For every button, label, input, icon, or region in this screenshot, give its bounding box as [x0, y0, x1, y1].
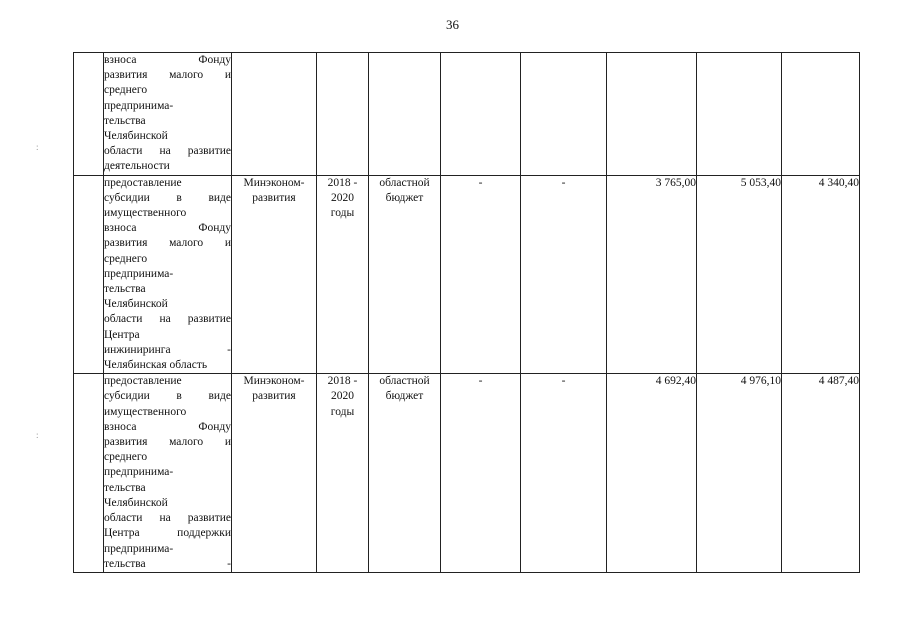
value-2020-cell: 4 340,40 — [782, 175, 860, 374]
source-cell-line: бюджет — [385, 390, 424, 403]
description-line: тельства — [104, 114, 146, 127]
period-cell-line: 2018 - — [327, 375, 358, 388]
row-number-cell — [74, 53, 104, 176]
description-line: Челябинской — [104, 298, 168, 311]
description-line: имущественного — [104, 207, 187, 220]
value-2019-cell: 4 976,10 — [697, 374, 782, 573]
description-line: субсидии в виде — [104, 390, 231, 403]
description-line: среднего — [104, 252, 148, 265]
period-cell — [317, 53, 369, 176]
column6-cell: - — [521, 374, 607, 573]
description-line: взноса Фонду — [104, 222, 231, 235]
scan-artifact: : — [36, 430, 39, 440]
executor-cell-line: Минэконом- — [243, 375, 305, 388]
period-cell-line: годы — [330, 405, 355, 418]
description-line: среднего — [104, 84, 148, 97]
description-line: тельства — [104, 481, 146, 494]
description-line: взноса Фонду — [104, 54, 231, 66]
column5-cell: - — [441, 374, 521, 573]
description-line: области на развитие — [104, 512, 231, 525]
period-cell-line: годы — [330, 207, 355, 220]
value-2018-cell — [607, 53, 697, 176]
description-line: области на развитие — [104, 313, 231, 326]
description-line: развития малого и — [104, 69, 231, 82]
description-line: деятельности — [104, 160, 170, 173]
value-2019-cell: 5 053,40 — [697, 175, 782, 374]
budget-table — [73, 52, 860, 573]
description-line: Челябинской — [104, 130, 168, 143]
executor-cell — [232, 175, 317, 374]
description-cell — [104, 53, 232, 176]
description-line: предпринима- — [104, 267, 174, 280]
description-line: Челябинская область — [104, 359, 208, 372]
value-2020-cell: 4 487,40 — [782, 374, 860, 573]
row-number-cell — [74, 374, 104, 573]
source-cell — [369, 175, 441, 374]
description-line: Центра — [104, 328, 140, 341]
description-line: взноса Фонду — [104, 420, 231, 433]
description-line: области на развитие — [104, 145, 231, 158]
description-line: предпринима- — [104, 542, 174, 555]
description-line: предоставление — [104, 375, 182, 388]
description-line: среднего — [104, 451, 148, 464]
value-2018-cell: 3 765,00 — [607, 175, 697, 374]
table-row — [74, 374, 860, 573]
description-line: тельства - — [104, 557, 231, 570]
column5-cell: - — [441, 175, 521, 374]
value-2018-cell: 4 692,40 — [607, 374, 697, 573]
source-cell-line: областной — [379, 176, 430, 189]
executor-cell — [232, 53, 317, 176]
description-line: развития малого и — [104, 436, 231, 449]
value-2019-cell — [697, 53, 782, 176]
period-cell-line: 2018 - — [327, 176, 358, 189]
executor-cell — [232, 374, 317, 573]
column5-cell — [441, 53, 521, 176]
description-line: предоставление — [104, 176, 182, 189]
description-line: Челябинской — [104, 496, 168, 509]
period-cell — [317, 374, 369, 573]
description-line: инжиниринга - — [104, 343, 231, 356]
column6-cell: - — [521, 175, 607, 374]
description-cell — [104, 374, 232, 573]
description-line: Центра поддержки — [104, 527, 231, 540]
description-line: предпринима- — [104, 99, 174, 112]
description-line: развития малого и — [104, 237, 231, 250]
period-cell-line: 2020 — [331, 191, 354, 204]
period-cell-line: 2020 — [331, 390, 354, 403]
page-number: 36 — [446, 17, 459, 32]
source-cell — [369, 374, 441, 573]
value-2020-cell — [782, 53, 860, 176]
source-cell-line: бюджет — [385, 191, 424, 204]
description-line: субсидии в виде — [104, 191, 231, 204]
table-row — [74, 175, 860, 374]
row-number-cell — [74, 175, 104, 374]
column6-cell — [521, 53, 607, 176]
table-row — [74, 53, 860, 176]
description-cell — [104, 175, 232, 374]
executor-cell-line: Минэконом- — [243, 176, 305, 189]
source-cell-line: областной — [379, 375, 430, 388]
scan-artifact: : — [36, 142, 39, 152]
period-cell — [317, 175, 369, 374]
executor-cell-line: развития — [252, 390, 296, 403]
source-cell — [369, 53, 441, 176]
executor-cell-line: развития — [252, 191, 296, 204]
description-line: имущественного — [104, 405, 187, 418]
description-line: предпринима- — [104, 466, 174, 479]
description-line: тельства — [104, 283, 146, 296]
